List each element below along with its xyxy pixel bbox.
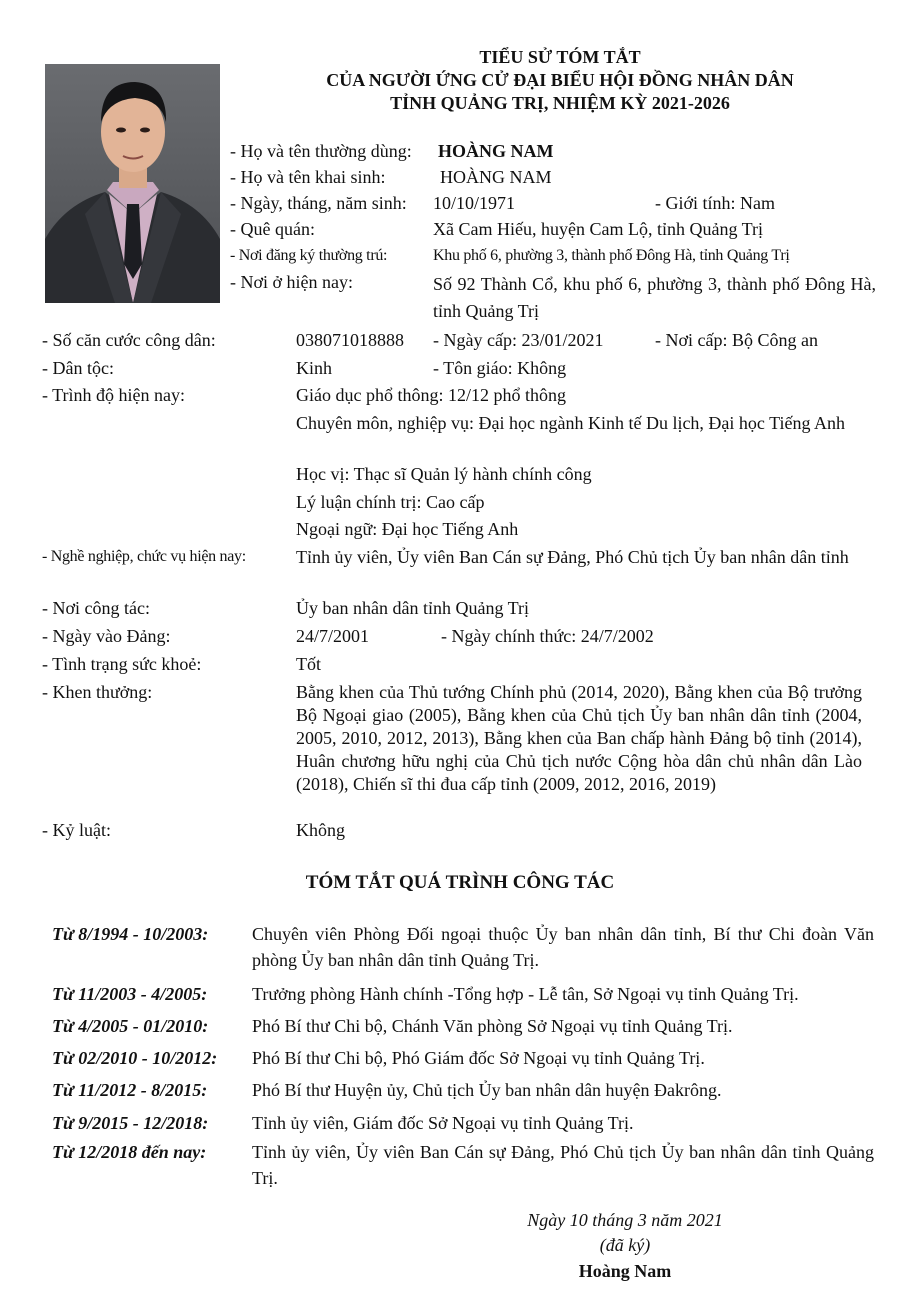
career-period: Từ 9/2015 - 12/2018: [52,1113,209,1133]
awards-label: - Khen thưởng: [42,682,153,702]
foreign-language-value: Ngoại ngữ: Đại học Tiếng Anh [296,519,519,539]
party-official-date: - Ngày chính thức: 24/7/2002 [441,626,654,646]
signature-date: Ngày 10 tháng 3 năm 2021 [527,1210,723,1230]
residence-label: - Nơi đăng ký thường trú: [230,247,388,264]
ethnic-label: - Dân tộc: [42,358,114,378]
id-label: - Số căn cước công dân: [42,330,216,350]
doc-title: TIỂU SỬ TÓM TẮT [479,47,641,67]
career-description: Phó Bí thư Chi bộ, Chánh Văn phòng Sở Ngoại vụ tỉnh Quảng Trị. [252,1016,733,1036]
dob-value: 10/10/1971 [433,193,516,213]
workplace-label: - Nơi công tác: [42,598,150,618]
discipline-label: - Kỷ luật: [42,820,111,840]
career-period: Từ 12/2018 đến nay: [52,1142,207,1162]
doc-subtitle: CỦA NGƯỜI ỨNG CỬ ĐẠI BIỂU HỘI ĐỒNG NHÂN DÂN [326,70,794,90]
career-period: Từ 11/2003 - 4/2005: [52,984,208,1004]
job-value: Tỉnh ủy viên, Ủy viên Ban Cán sự Đảng, Phó Chủ tịch Ủy ban nhân dân tỉnh [296,547,849,567]
degree-value: Học vị: Thạc sĩ Quản lý hành chính công [296,464,592,484]
current-address-label: - Nơi ở hiện nay: [230,272,354,292]
doc-term: TỈNH QUẢNG TRỊ, NHIỆM KỲ 2021-2026 [390,93,730,113]
career-period: Từ 02/2010 - 10/2012: [52,1048,218,1068]
political-theory-value: Lý luận chính trị: Cao cấp [296,492,485,512]
career-period: Từ 8/1994 - 10/2003: [52,924,209,944]
career-description: Trưởng phòng Hành chính -Tổng hợp - Lễ tân, Sở Ngoại vụ tỉnh Quảng Trị. [252,984,799,1004]
discipline-value: Không [296,820,345,840]
id-number: 038071018888 [296,330,404,350]
party-join-label: - Ngày vào Đảng: [42,626,171,646]
common-name-value: HOÀNG NAM [438,141,554,161]
portrait-photo [45,64,220,303]
awards-value: Bằng khen của Thủ tướng Chính phủ (2014, 2020), Bằng khen của Bộ trưởng Bộ Ngoại giao (2005), Bằng khen của Chủ tịch Ủy ban nhân dân tỉnh (2004, 2005, 2010, 2012, 2013), Bằng khen của Ban chấp hành Đảng bộ tỉnh (2014), Huân chương hữu nghị của Chủ tịch nước Cộng hòa dân chủ nhân dân Lào (2018), Chiến sĩ thi đua cấp tỉnh (2009, 2012, 2016, 2019) [296,682,862,794]
party-join-date: 24/7/2001 [296,626,370,646]
health-label: - Tình trạng sức khoẻ: [42,654,202,674]
gender-value: - Giới tính: Nam [655,193,776,213]
common-name-label: - Họ và tên thường dùng: [230,141,412,161]
workplace-value: Ủy ban nhân dân tỉnh Quảng Trị [296,598,529,618]
career-period: Từ 4/2005 - 01/2010: [52,1016,209,1036]
career-description: Phó Bí thư Huyện ủy, Chủ tịch Ủy ban nhân dân huyện Đakrông. [252,1080,722,1100]
health-value: Tốt [296,654,321,674]
birth-name-value: HOÀNG NAM [440,167,552,187]
career-description: Tỉnh ủy viên, Giám đốc Sở Ngoại vụ tỉnh Quảng Trị. [252,1113,634,1133]
signature-name: Hoàng Nam [578,1261,672,1281]
career-description: Tỉnh ủy viên, Ủy viên Ban Cán sự Đảng, Phó Chủ tịch Ủy ban nhân dân tỉnh Quảng Trị. [252,1142,874,1188]
level-label: - Trình độ hiện nay: [42,385,186,405]
career-description: Chuyên viên Phòng Đối ngoại thuộc Ủy ban nhân dân tỉnh, Bí thư Chi đoàn Văn phòng Ủy ban nhân dân tỉnh Quảng Trị. [252,924,874,970]
career-section-title: TÓM TẮT QUÁ TRÌNH CÔNG TÁC [305,872,615,893]
job-label: - Nghề nghiệp, chức vụ hiện nay: [42,548,246,565]
career-description: Phó Bí thư Chi bộ, Phó Giám đốc Sở Ngoại vụ tỉnh Quảng Trị. [252,1048,705,1068]
portrait-illustration [45,64,220,303]
current-address-value: Số 92 Thành Cổ, khu phố 6, phường 3, thành phố Đông Hà, tỉnh Quảng Trị [433,274,876,321]
id-issue-date: - Ngày cấp: 23/01/2021 [433,330,604,350]
id-issue-place: - Nơi cấp: Bộ Công an [655,330,818,350]
dob-label: - Ngày, tháng, năm sinh: [230,193,407,213]
religion-value: - Tôn giáo: Không [433,358,567,378]
hometown-label: - Quê quán: [230,219,315,239]
hometown-value: Xã Cam Hiếu, huyện Cam Lộ, tỉnh Quảng Trị [433,219,763,239]
specialty-value: Chuyên môn, nghiệp vụ: Đại học ngành Kinh tế Du lịch, Đại học Tiếng Anh [296,413,845,433]
ethnic-value: Kinh [296,358,332,378]
career-period: Từ 11/2012 - 8/2015: [52,1080,208,1100]
signature-signed-note: (đã ký) [599,1235,651,1255]
birth-name-label: - Họ và tên khai sinh: [230,167,386,187]
general-education: Giáo dục phổ thông: 12/12 phổ thông [296,385,566,405]
residence-value: Khu phố 6, phường 3, thành phố Đông Hà, tỉnh Quảng Trị [433,247,790,264]
